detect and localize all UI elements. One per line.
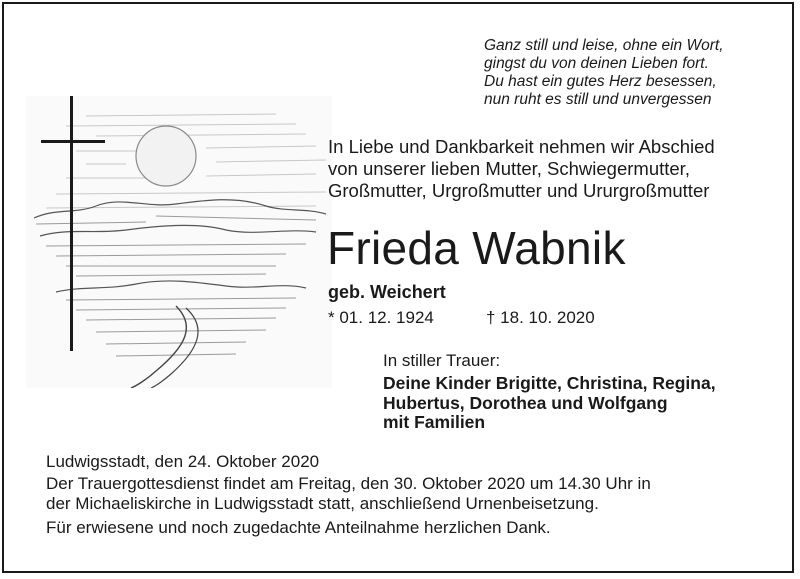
service-line: der Michaeliskirche in Ludwigsstadt statt, anschließend Urnenbeisetzung.	[46, 494, 599, 513]
service-info	[46, 474, 651, 514]
mourners-list	[383, 374, 716, 433]
mourners-line: mit Familien	[383, 412, 486, 432]
birth-date: * 01. 12. 1924	[328, 308, 434, 327]
thanks-note: Für erwiesene und noch zugedachte Anteilnahme herzlichen Dank.	[46, 518, 551, 537]
place-date: Ludwigsstadt, den 24. Oktober 2020	[46, 452, 320, 471]
service-line: Der Trauergottesdienst findet am Freitag, den 30. Oktober 2020 um 14.30 Uhr in	[46, 474, 651, 493]
birth-name: geb. Weichert	[328, 282, 446, 302]
landscape-cross-illustration	[26, 96, 332, 388]
cross-horizontal	[41, 140, 105, 143]
mourners-line: Deine Kinder Brigitte, Christina, Regina,	[383, 373, 716, 393]
death-date: † 18. 10. 2020	[486, 308, 595, 327]
mourning-label: In stiller Trauer:	[383, 351, 501, 370]
deceased-name: Frieda Wabnik	[327, 222, 626, 274]
poem-line: Ganz still und leise, ohne ein Wort,	[484, 37, 724, 54]
poem-line: gingst du von deinen Lieben fort.	[484, 55, 709, 72]
memorial-poem	[484, 37, 724, 109]
poem-line: Du hast ein gutes Herz besessen,	[484, 73, 717, 90]
intro-line: Großmutter, Urgroßmutter und Ururgroßmutter	[328, 180, 710, 201]
mourners-line: Hubertus, Dorothea und Wolfgang	[383, 392, 668, 413]
poem-line: nun ruht es still und unvergessen	[484, 91, 712, 108]
intro-line: In Liebe und Dankbarkeit nehmen wir Abschied	[328, 136, 715, 157]
cross-vertical	[70, 96, 73, 351]
intro-line: von unserer lieben Mutter, Schwiegermutter,	[328, 158, 690, 179]
farewell-intro	[328, 136, 715, 202]
